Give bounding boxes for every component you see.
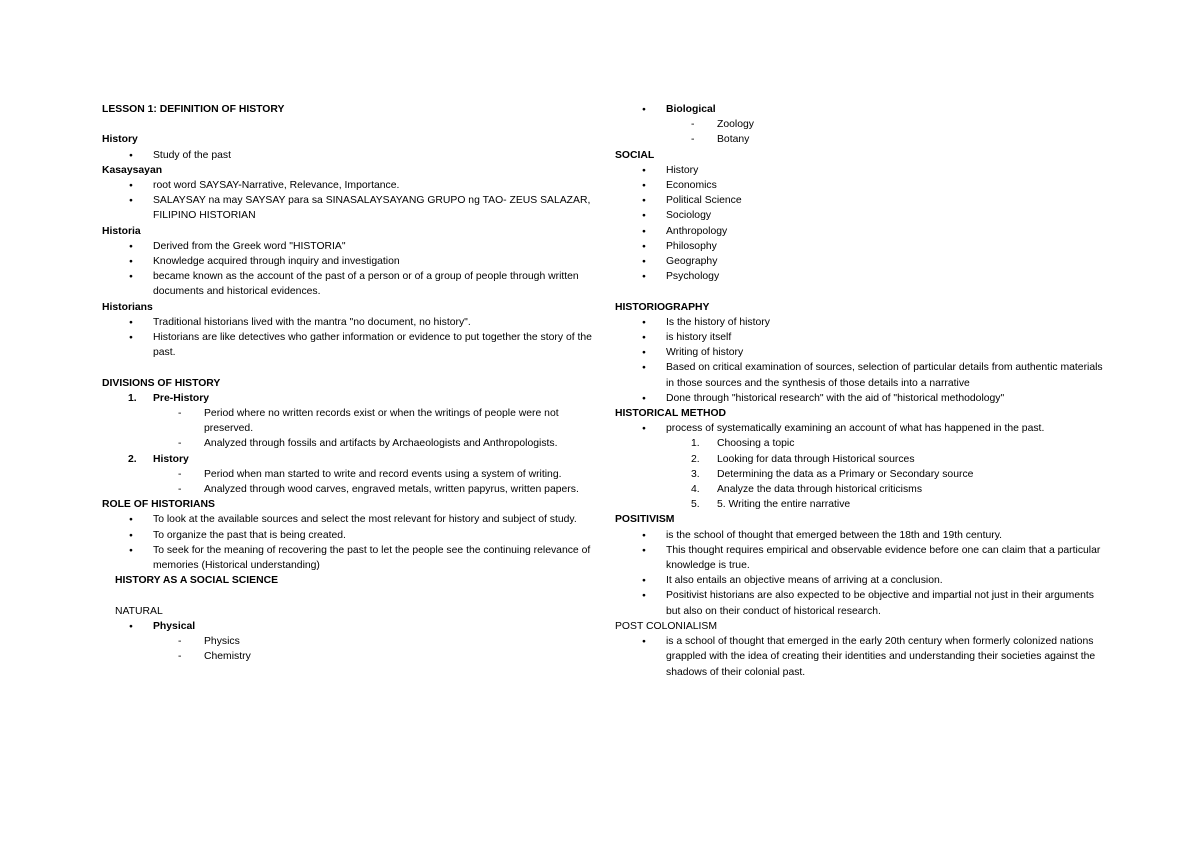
- division-item: [102, 452, 592, 467]
- list-item: ● Positivist historians are also expected to be objective and impartial not just in their arguments but also on their conduct of historical research.: [615, 588, 1105, 618]
- list-item: ● Knowledge acquired through inquiry and investigation: [102, 254, 592, 269]
- kasaysayan-heading: Kasaysayan: [102, 164, 163, 176]
- list-item: ● became known as the account of the past of a person or of a group of people through written documents and historical evidences.: [102, 269, 592, 299]
- positivism-heading: POSITIVISM: [615, 514, 675, 526]
- biological-label: ● Biological: [615, 102, 1105, 117]
- physical-label: ● Physical: [102, 619, 592, 634]
- step-text: Looking for data through Historical sources: [717, 453, 915, 465]
- list-item: ● is a school of thought that emerged in the early 20th century when formerly colonized nations grappled with the idea of creating their identities and understanding their societies against the shadows of their colonial past.: [615, 634, 1105, 680]
- lesson-title: LESSON 1: DEFINITION OF HISTORY: [102, 104, 285, 115]
- role-heading: ROLE OF HISTORIANS: [102, 499, 215, 511]
- social-science-heading: HISTORY AS A SOCIAL SCIENCE: [115, 575, 279, 587]
- list-item: ● Is the history of history: [615, 315, 1105, 330]
- list-item: ● Philosophy: [615, 239, 1105, 254]
- step-number: 5.: [691, 499, 700, 511]
- division-title: History: [153, 453, 189, 465]
- method-heading: HISTORICAL METHOD: [615, 408, 727, 420]
- method-step: [615, 497, 1105, 512]
- list-item: - Chemistry: [102, 649, 592, 664]
- list-item: - Analyzed through wood carves, engraved metals, written papyrus, written papers.: [102, 482, 592, 497]
- list-item: ● Psychology: [615, 269, 1105, 284]
- history-heading: History: [102, 134, 138, 146]
- list-item: ● Political Science: [615, 193, 1105, 208]
- list-item: ● To organize the past that is being created.: [102, 528, 592, 543]
- list-item: ● Economics: [615, 178, 1105, 193]
- divisions-heading: DIVISIONS OF HISTORY: [102, 377, 221, 389]
- list-item: ● To look at the available sources and select the most relevant for history and subject of study.: [102, 512, 592, 527]
- list-item: ● Study of the past: [102, 148, 592, 163]
- postcolonialism-heading: POST COLONIALISM: [615, 620, 718, 632]
- division-number: 1.: [128, 392, 137, 404]
- social-label: SOCIAL: [615, 149, 655, 161]
- method-step: [615, 452, 1105, 467]
- list-item: ● Sociology: [615, 208, 1105, 223]
- list-item: ● Geography: [615, 254, 1105, 269]
- list-item: ● Writing of history: [615, 345, 1105, 360]
- step-number: 3.: [691, 468, 700, 480]
- list-item: ● Done through "historical research" with the aid of "historical methodology": [615, 391, 1105, 406]
- list-item: ● Derived from the Greek word "HISTORIA": [102, 239, 592, 254]
- division-title: Pre-History: [153, 392, 210, 404]
- list-item: ● To seek for the meaning of recovering the past to let the people see the continuing relevance of memories (Historical understanding): [102, 543, 592, 573]
- step-text: Determining the data as a Primary or Secondary source: [717, 468, 974, 480]
- step-text: Analyze the data through historical criticisms: [717, 484, 923, 496]
- left-column: [102, 102, 592, 664]
- list-item: ● Anthropology: [615, 224, 1105, 239]
- list-item: ● Based on critical examination of sources, selection of particular details from authentic materials in those sources and the synthesis of those details into a narrative: [615, 360, 1105, 390]
- division-item: [102, 391, 592, 406]
- list-item: - Physics: [102, 634, 592, 649]
- list-item: ● History: [615, 163, 1105, 178]
- step-number: 4.: [691, 484, 700, 496]
- list-item: ● Historians are like detectives who gather information or evidence to put together the story of the past.: [102, 330, 592, 360]
- step-text: 5. Writing the entire narrative: [717, 499, 851, 511]
- method-step: [615, 436, 1105, 451]
- right-column: [615, 102, 1105, 680]
- step-number: 1.: [691, 438, 700, 450]
- method-step: [615, 482, 1105, 497]
- method-step: [615, 467, 1105, 482]
- list-item: ● It also entails an objective means of arriving at a conclusion.: [615, 573, 1105, 588]
- list-item: ● This thought requires empirical and observable evidence before one can claim that a particular knowledge is true.: [615, 543, 1105, 573]
- list-item: ● root word SAYSAY-Narrative, Relevance, Importance.: [102, 178, 592, 193]
- list-item: ● process of systematically examining an account of what has happened in the past.: [615, 421, 1105, 436]
- list-item: ● is history itself: [615, 330, 1105, 345]
- list-item: - Analyzed through fossils and artifacts by Archaeologists and Anthropologists.: [102, 436, 592, 451]
- step-number: 2.: [691, 453, 700, 465]
- list-item: - Botany: [615, 132, 1105, 147]
- historiography-heading: HISTORIOGRAPHY: [615, 301, 710, 313]
- list-item: ● SALAYSAY na may SAYSAY para sa SINASALAYSAYANG GRUPO ng TAO- ZEUS SALAZAR, FILIPINO HISTORIAN: [102, 193, 592, 223]
- step-text: Choosing a topic: [717, 438, 795, 450]
- natural-label: NATURAL: [115, 605, 163, 617]
- list-item: ● Traditional historians lived with the mantra "no document, no history".: [102, 315, 592, 330]
- division-number: 2.: [128, 453, 137, 465]
- historia-heading: Historia: [102, 225, 141, 237]
- historians-heading: Historians: [102, 301, 153, 313]
- list-item: - Period where no written records exist or when the writings of people were not preserved.: [102, 406, 592, 436]
- list-item: - Zoology: [615, 117, 1105, 132]
- list-item: ● is the school of thought that emerged between the 18th and 19th century.: [615, 528, 1105, 543]
- list-item: - Period when man started to write and record events using a system of writing.: [102, 467, 592, 482]
